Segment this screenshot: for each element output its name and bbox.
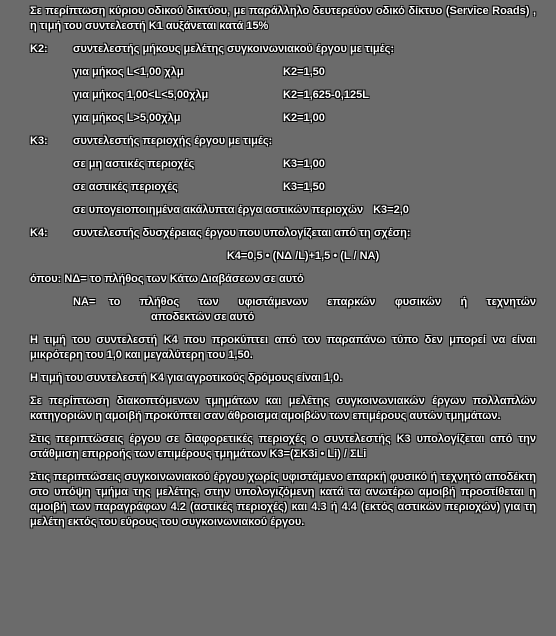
- k4-row: [30, 226, 536, 241]
- k3-case-1: [30, 157, 536, 172]
- paragraph-k4-rural: Η τιμή του συντελεστή Κ4 για αγροτικούς δρόμους είναι 1,0.: [30, 372, 343, 384]
- k2-case-1: [30, 65, 536, 80]
- k4-text: συντελεστής δυσχέρειας έργου που υπολογίζεται από τη σχέση:: [73, 227, 411, 239]
- paragraph-multi-section: Σε περίπτωση διακοπτόμενων τμημάτων και μελέτης συγκοινωνιακών έργων πολλαπλών κατηγοριών η αμοιβή προκύπτει σαν άθροισμα αμοιβών των επιμέρους αυτών τμημάτων.: [30, 395, 536, 422]
- k2-case-3-cond: για μήκος L>5,00χλμ: [73, 112, 181, 124]
- nd-label: όπου: ΝΔ=: [30, 273, 87, 285]
- na-label: ΝΑ=: [73, 296, 96, 308]
- k2-key: Κ2:: [30, 43, 48, 55]
- na-text: [109, 295, 536, 325]
- k2-case-3: [30, 111, 536, 126]
- k3-case-2: [30, 180, 536, 195]
- paragraph-k3-weighted: Στις περιπτώσεις έργου σε διαφορετικές περιοχές ο συντελεστής Κ3 υπολογίζεται από την στάθμιση επιρροής των επιμέρους τμημάτων Κ3=(ΣΚ3i • Li) / ΣLi: [30, 433, 536, 460]
- intro-paragraph: Σε περίπτωση κύριου οδικού δικτύου, με παράλληλο δευτερεύον οδικό δίκτυο (Service Roads) , η τιμή του συντελεστή Κ1 αυξάνεται κατά 15%: [30, 5, 536, 32]
- na-definition: [30, 295, 536, 325]
- k2-row: [30, 42, 536, 57]
- paragraph-k4-range: Η τιμή του συντελεστή Κ4 που προκύπτει από τον παραπάνω τύπο δεν μπορεί να είναι μικρότερη του 1,0 και μεγαλύτερη του 1,50.: [30, 334, 536, 361]
- k4-formula: K4=0,5 • (ΝΔ /L)+1,5 • (L / NA): [226, 250, 380, 262]
- paragraph-no-receiver: Στις περιπτώσεις συγκοινωνιακού έργου χωρίς υφιστάμενο επαρκή φυσικό ή τεχνητό αποδέκτη στο υπόψη τμήμα της μελέτης, στην υπολογιζόμενη κατά τα ανωτέρω αμοιβή προστίθεται η αμοιβή των παραγράφων 4.2 (αστικές περιοχές) και 4.3 ή 4.4 (εκτός αστικών περιοχών) για τη μελέτη εκτός του εύρους του συγκοινωνιακού έργου.: [30, 471, 536, 528]
- k3-case-3-cond: σε υπογειοποιημένα ακάλυπτα έργα αστικών περιοχών: [73, 204, 364, 216]
- k2-case-3-value: K2=1,00: [283, 112, 325, 124]
- k3-case-3: [30, 203, 536, 218]
- k2-case-1-cond: για μήκος L<1,00 χλμ: [73, 66, 184, 78]
- k3-key: Κ3:: [30, 135, 48, 147]
- k2-case-2-value: K2=1,625-0,125L: [283, 89, 369, 101]
- nd-text: το πλήθος των Κάτω Διαβάσεων σε αυτό: [90, 273, 304, 285]
- na-text-line-2: αποδεκτών σε αυτό: [151, 311, 255, 323]
- k3-row: [30, 134, 536, 149]
- k3-text: συντελεστής περιοχής έργου με τιμές:: [73, 135, 273, 147]
- k4-key: Κ4:: [30, 227, 48, 239]
- k3-case-1-cond: σε μη αστικές περιοχές: [73, 158, 195, 170]
- nd-definition: [30, 272, 536, 287]
- k3-case-2-value: K3=1,50: [283, 181, 325, 193]
- k3-case-2-cond: σε αστικές περιοχές: [73, 181, 178, 193]
- k2-case-2-cond: για μήκος 1,00<L<5,00χλμ: [73, 89, 209, 101]
- k2-case-2: [30, 88, 536, 103]
- k2-case-1-value: K2=1,50: [283, 66, 325, 78]
- k2-text: συντελεστής μήκους μελέτης συγκοινωνιακού έργου με τιμές:: [73, 43, 394, 55]
- na-text-line-1: το πλήθος των υφιστάμενων επαρκών φυσικών ή τεχνητών: [109, 296, 536, 308]
- k3-case-1-value: K3=1,00: [283, 158, 325, 170]
- k3-case-3-value: K3=2,0: [373, 204, 409, 216]
